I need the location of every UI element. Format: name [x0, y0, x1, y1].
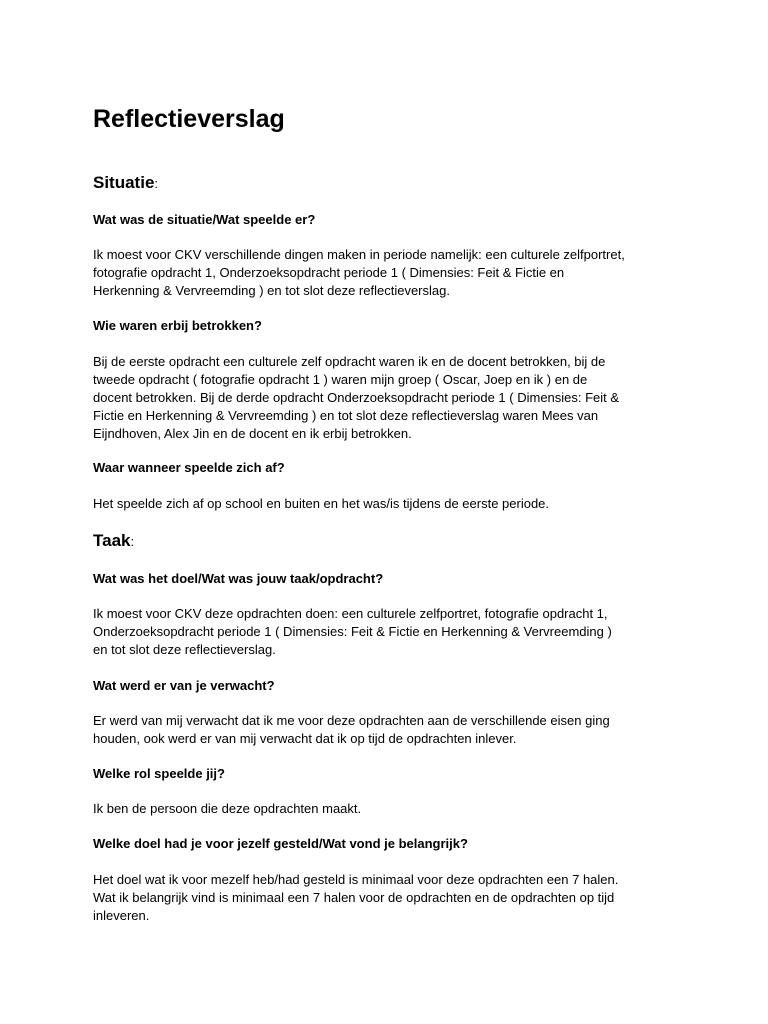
answer-line: Het doel wat ik voor mezelf heb/had gesteld is minimaal voor deze opdrachten een 7 halen.: [93, 872, 619, 887]
page-title: Reflectieverslag: [93, 105, 285, 133]
answer-line: Ik moest voor CKV deze opdrachten doen: een culturele zelfportret, fotografie opdracht 1,: [93, 606, 608, 621]
answer-line: Ik ben de persoon die deze opdrachten maakt.: [93, 801, 362, 816]
answer-line: tweede opdracht ( fotografie opdracht 1 ) waren mijn groep ( Oscar, Joep en ik ) en de: [93, 372, 588, 387]
section-heading-taak: [93, 530, 134, 553]
answer-involved: [93, 353, 619, 443]
question-expected: Wat werd er van je verwacht?: [93, 678, 275, 693]
answer-line: Onderzoeksopdracht periode 1 ( Dimensies: Feit & Fictie en Herkenning & Vervreemding ): [93, 624, 612, 639]
question-situation: Wat was de situatie/Wat speelde er?: [93, 212, 316, 227]
section-heading-situatie: [93, 172, 158, 195]
question-personal-goal: Welke doel had je voor jezelf gesteld/Wat vond je belangrijk?: [93, 836, 468, 851]
section-heading-label: Taak: [93, 531, 131, 550]
answer-line: Het speelde zich af op school en buiten en het was/is tijdens de eerste periode.: [93, 496, 550, 511]
answer-line: fotografie opdracht 1, Onderzoeksopdracht periode 1 ( Dimensies: Feit & Fictie en: [93, 265, 565, 280]
answer-personal-goal: [93, 871, 618, 925]
answer-line: Ik moest voor CKV verschillende dingen maken in periode namelijk: een culturele zelfportret,: [93, 247, 625, 262]
answer-line: Wat ik belangrijk vind is minimaal een 7 halen voor de opdrachten en de opdrachten op tijd: [93, 890, 615, 905]
answer-line: Eijndhoven, Alex Jin en de docent en ik erbij betrokken.: [93, 426, 412, 441]
question-involved: Wie waren erbij betrokken?: [93, 318, 262, 333]
answer-line: Er werd van mij verwacht dat ik me voor deze opdrachten aan de verschillende eisen ging: [93, 713, 610, 728]
answer-line: docent betrokken. Bij de derde opdracht Onderzoeksopdracht periode 1 ( Dimensies: Feit &: [93, 390, 620, 405]
answer-line: Herkenning & Vervreemding ) en tot slot deze reflectieverslag.: [93, 283, 450, 298]
answer-line: Fictie en Herkenning & Vervreemding ) en tot slot deze reflectieverslag waren Mees van: [93, 408, 599, 423]
question-goal-task: Wat was het doel/Wat was jouw taak/opdracht?: [93, 571, 384, 586]
question-where-when: Waar wanneer speelde zich af?: [93, 460, 285, 475]
answer-situation: [93, 246, 625, 300]
answer-where-when: [93, 495, 549, 513]
answer-expected: [93, 712, 610, 748]
question-role: Welke rol speelde jij?: [93, 766, 225, 781]
section-heading-label: Situatie: [93, 173, 155, 192]
answer-line: inleveren.: [93, 908, 150, 923]
section-heading-colon: :: [130, 534, 135, 549]
section-heading-colon: :: [154, 176, 159, 191]
answer-line: Bij de eerste opdracht een culturele zelf opdracht waren ik en de docent betrokken, bij de: [93, 354, 606, 369]
answer-role: [93, 800, 361, 818]
answer-goal-task: [93, 605, 612, 659]
answer-line: en tot slot deze reflectieverslag.: [93, 642, 276, 657]
answer-line: houden, ook werd er van mij verwacht dat ik op tijd de opdrachten inlever.: [93, 731, 517, 746]
